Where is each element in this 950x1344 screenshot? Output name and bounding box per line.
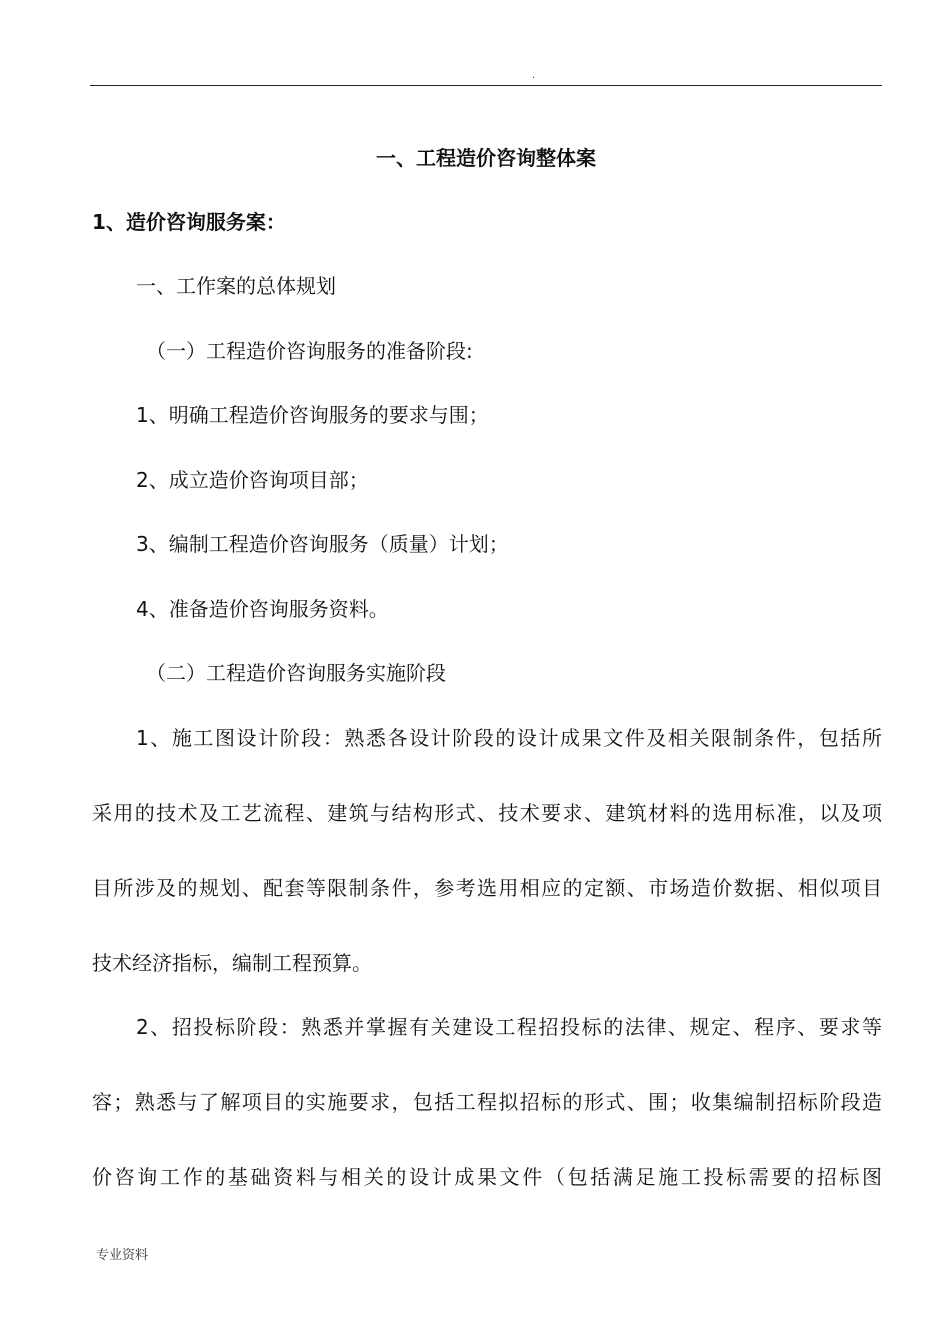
footer-label: 专业资料: [96, 1248, 149, 1263]
stage-heading-preparation: （一）工程造价咨询服务的准备阶段:: [146, 339, 473, 363]
list-item: 4、准备造价咨询服务资料。: [136, 597, 389, 621]
paragraph-line: 技术经济指标，编制工程预算。: [92, 951, 372, 975]
paragraph-design-stage: [92, 723, 882, 1023]
section-heading: 1、造价咨询服务案：: [92, 210, 286, 234]
paragraph-bidding-stage: [92, 1012, 882, 1237]
header-mark: .: [532, 70, 536, 81]
paragraph-line: 容；熟悉与了解项目的实施要求，包括工程拟招标的形式、围；收集编制招标阶段造: [92, 1090, 882, 1114]
paragraph-line: 1、施工图设计阶段：熟悉各设计阶段的设计成果文件及相关限制条件，包括所: [136, 726, 882, 750]
header-rule: [90, 85, 882, 86]
plan-heading: 一、工作案的总体规划: [136, 274, 336, 298]
paragraph-line: 价咨询工作的基础资料与相关的设计成果文件（包括满足施工投标需要的招标图: [92, 1165, 882, 1189]
stage-heading-implementation: （二）工程造价咨询服务实施阶段: [146, 661, 446, 685]
paragraph-line: 2、招投标阶段：熟悉并掌握有关建设工程招投标的法律、规定、程序、要求等: [136, 1015, 882, 1039]
list-item: 3、编制工程造价咨询服务（质量）计划；: [136, 532, 509, 556]
list-item: 2、成立造价咨询项目部；: [136, 468, 369, 492]
paragraph-line: 采用的技术及工艺流程、建筑与结构形式、技术要求、建筑材料的选用标准，以及项: [92, 801, 882, 825]
paragraph-line: 目所涉及的规划、配套等限制条件，参考选用相应的定额、市场造价数据、相似项目: [92, 876, 882, 900]
list-item: 1、明确工程造价咨询服务的要求与围；: [136, 403, 489, 427]
document-title: 一、工程造价咨询整体案: [376, 146, 596, 170]
